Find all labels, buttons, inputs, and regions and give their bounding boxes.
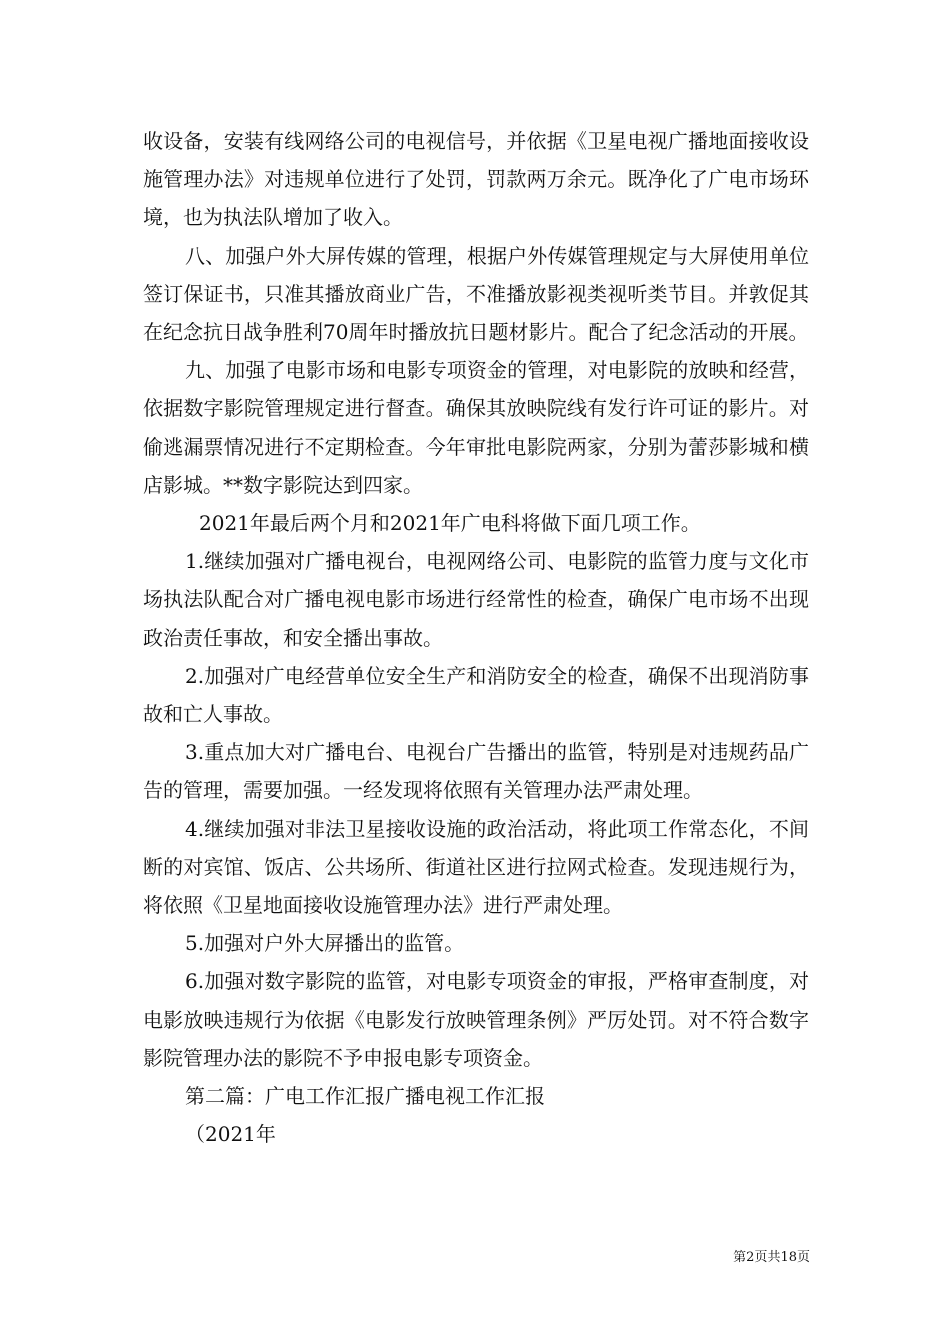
- paragraph-section-9: 九、加强了电影市场和电影专项资金的管理，对电影院的放映和经营，依据数字影院管理规定进行督查。确保其放映院线有发行许可证的影片。对偷逃漏票情况进行不定期检查。今年审批电影院两家，分别为蕾莎影城和横店影城。**数字影院达到四家。: [143, 358, 809, 497]
- paragraph-plan-item-5: 5.加强对户外大屏播出的监管。: [185, 931, 465, 956]
- paragraph-plan-item-6: 6.加强对数字影院的监管，对电影专项资金的审报，严格审查制度，对电影放映违规行为依据《电影发行放映管理条例》严厉处罚。对不符合数字影院管理办法的影院不予申报电影专项资金。: [143, 969, 809, 1070]
- paragraph-plan-item-1: 1.继续加强对广播电视台，电视网络公司、电影院的监管力度与文化市场执法队配合对广播电视电影市场进行经常性的检查，确保广电市场不出现政治责任事故，和安全播出事故。: [143, 549, 809, 650]
- paragraph-chapter-two-title: 第二篇：广电工作汇报广播电视工作汇报: [185, 1084, 545, 1109]
- document-body: [143, 122, 809, 1153]
- page-number-footer: 第2页共18页: [733, 1250, 810, 1265]
- paragraph-plan-item-4: 4.继续加强对非法卫星接收设施的政治活动，将此项工作常态化，不间断的对宾馆、饭店、公共场所、街道社区进行拉网式检查。发现违规行为，将依照《卫星地面接收设施管理办法》进行严肃处理。: [143, 816, 809, 918]
- paragraph-chapter-two-start: （2021年: [185, 1122, 276, 1147]
- paragraph-plan-intro: 2021年最后两个月和2021年广电科将做下面几项工作。: [199, 511, 701, 536]
- paragraph-section-8: 八、加强户外大屏传媒的管理，根据户外传媒管理规定与大屏使用单位签订保证书，只准其播放商业广告，不准播放影视类视听类节目。并敦促其在纪念抗日战争胜利70周年时播放抗日题材影片。配合了纪念活动的开展。: [143, 243, 809, 345]
- paragraph-plan-item-2: 2.加强对广电经营单位安全生产和消防安全的检查，确保不出现消防事故和亡人事故。: [143, 663, 809, 727]
- paragraph-continuation: 收设备，安装有线网络公司的电视信号，并依据《卫星电视广播地面接收设施管理办法》对违规单位进行了处罚，罚款两万余元。既净化了广电市场环境，也为执法队增加了收入。: [143, 129, 809, 230]
- paragraph-plan-item-3: 3.重点加大对广播电台、电视台广告播出的监管，特别是对违规药品广告的管理，需要加强。一经发现将依照有关管理办法严肃处理。: [143, 740, 809, 803]
